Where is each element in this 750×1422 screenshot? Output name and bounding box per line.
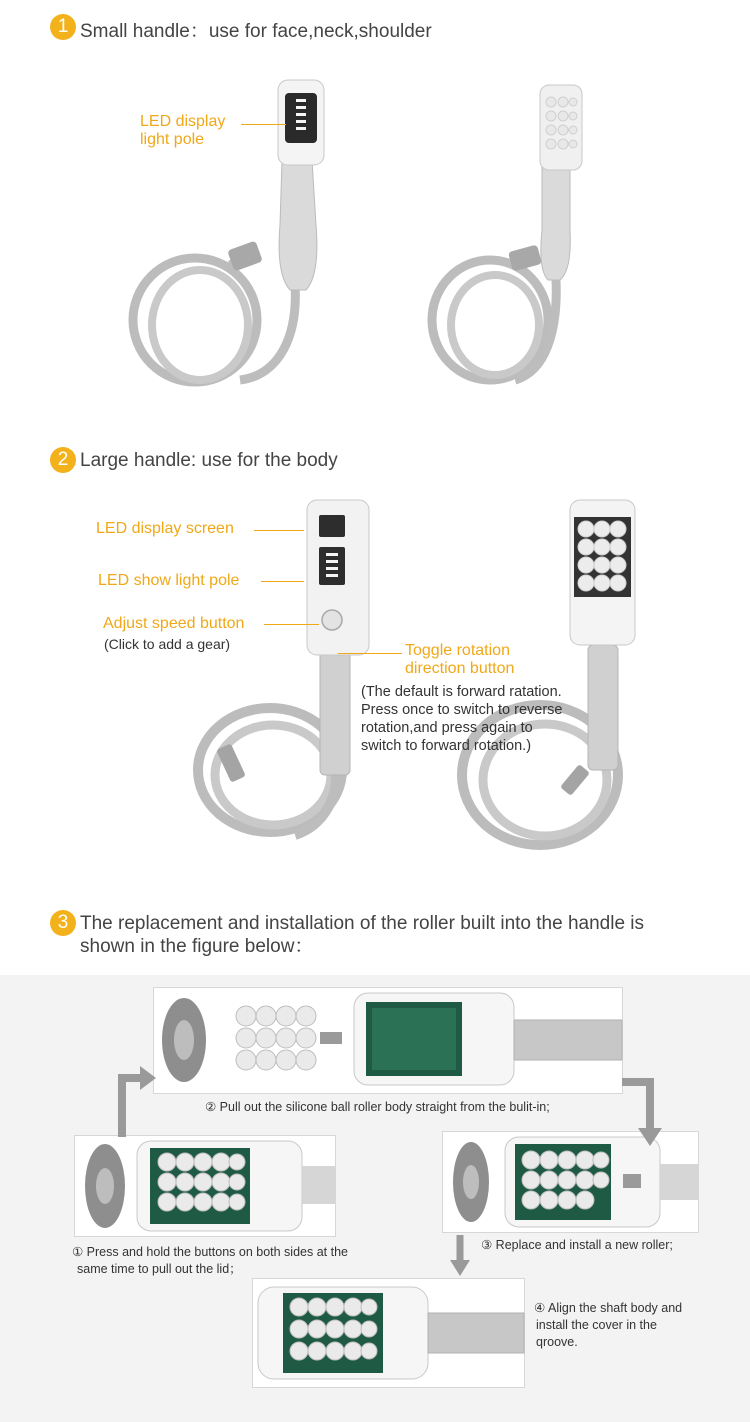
toggle-callout-line-2: direction button <box>405 660 515 677</box>
toggle-callout-line-1: Toggle rotation <box>405 642 510 659</box>
led-display-screen-callout: LED display screen <box>96 520 234 537</box>
step-number-badge-1: 1 <box>50 14 76 40</box>
toggle-note-line-2: Press once to switch to reverse <box>361 702 563 718</box>
section-3-heading: The replacement and installation of the roller built into the handle is shown in the figure below： <box>80 913 645 957</box>
arrow-head-step2 <box>140 1066 156 1090</box>
led-display-callout-line-2: light pole <box>140 131 205 148</box>
adjust-speed-note: (Click to add a gear) <box>104 636 231 652</box>
toggle-note-line-3: rotation,and press again to <box>361 720 533 736</box>
step-1-caption-line-1: ① Press and hold the buttons on both sides at the <box>72 1245 348 1259</box>
section-1-heading: Small handle：use for face,neck,shoulder <box>80 21 432 42</box>
arrow-step2-to-step3 <box>622 1082 650 1130</box>
step-3-caption: ③ Replace and install a new roller; <box>481 1238 673 1252</box>
led-light-pole-callout: LED show light pole <box>98 572 240 589</box>
led-display-callout-line-1: LED display <box>140 113 226 130</box>
step-4-caption-line-2: install the cover in the <box>536 1318 657 1332</box>
step-number-badge-3: 3 <box>50 910 76 936</box>
arrow-head-step4 <box>450 1260 470 1276</box>
adjust-speed-callout: Adjust speed button <box>103 615 245 632</box>
arrow-step1-to-step2 <box>122 1078 140 1137</box>
toggle-note-line-1: (The default is forward ratation. <box>361 684 562 700</box>
step-2-caption: ② Pull out the silicone ball roller body straight from the bulit-in; <box>205 1100 550 1114</box>
arrow-head-step3 <box>638 1128 662 1146</box>
step-4-caption-line-1: ④ Align the shaft body and <box>534 1301 683 1315</box>
step-4-caption-line-3: qroove. <box>536 1335 578 1349</box>
step-number-badge-2: 2 <box>50 447 76 473</box>
toggle-note-line-4: switch to forward rotation.) <box>361 738 532 754</box>
step-1-caption-line-2: same time to pull out the lid； <box>77 1262 242 1276</box>
section-2-heading: Large handle: use for the body <box>80 450 338 471</box>
